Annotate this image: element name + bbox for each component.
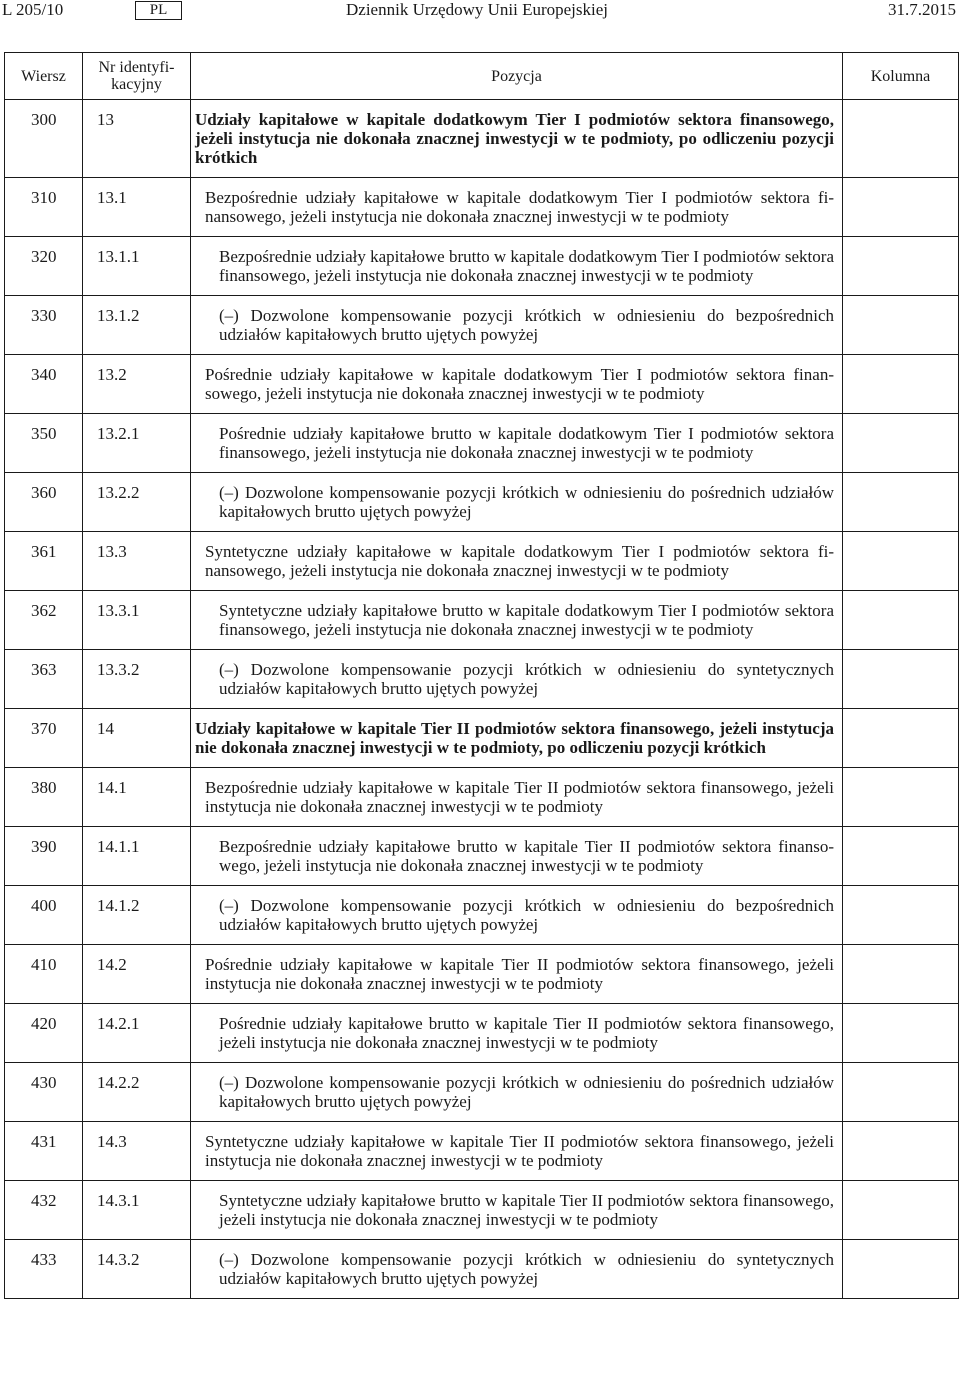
row-description-cell: Udziały kapitałowe w kapitale dodatkowym Tier I podmiotów sektora finansowego, jeżeli instytucja nie dokonała znacznej inwestycji w te podmioty, po odliczeniu pozycji krótkich [191,100,843,178]
row-id-cell: 13 [83,100,191,178]
row-kolumna-cell [843,1004,959,1063]
table-row [5,1004,959,1063]
table-row [5,1122,959,1181]
row-description-cell: (–) Dozwolone kompensowanie pozycji krótkich w odniesieniu do pośrednich udziałów kapitałowych brutto ujętych powyżej [191,1063,843,1122]
row-id-cell: 14.3.2 [83,1240,191,1299]
table-row [5,414,959,473]
row-kolumna-cell [843,1181,959,1240]
table-row [5,886,959,945]
row-id-cell: 13.2 [83,355,191,414]
row-id-cell: 13.2.2 [83,473,191,532]
row-description-cell: Bezpośrednie udziały kapitałowe brutto w kapitale dodatkowym Tier I podmiotów sektora finansowego, jeżeli instytucja nie dokonała znacznej inwestycji w te podmioty [191,237,843,296]
table-body [5,100,959,1299]
row-description-cell: Udziały kapitałowe w kapitale Tier II podmiotów sektora finansowego, jeżeli instytucja nie dokonała znacznej inwestycji w te podmioty, po odliczeniu pozycji krótkich [191,709,843,768]
row-kolumna-cell [843,100,959,178]
column-header-pozycja: Pozycja [191,53,843,100]
row-number-cell: 431 [5,1122,83,1181]
row-number-cell: 433 [5,1240,83,1299]
row-id-cell: 14.1.2 [83,886,191,945]
row-number-cell: 420 [5,1004,83,1063]
row-kolumna-cell [843,532,959,591]
row-id-cell: 13.3 [83,532,191,591]
row-id-cell: 14 [83,709,191,768]
row-id-cell: 13.3.2 [83,650,191,709]
row-kolumna-cell [843,1063,959,1122]
table-row [5,1063,959,1122]
row-kolumna-cell [843,650,959,709]
row-id-cell: 13.1.2 [83,296,191,355]
table-row [5,355,959,414]
row-number-cell: 360 [5,473,83,532]
column-header-nr-identyfikacyjny [83,53,191,100]
row-id-cell: 14.2 [83,945,191,1004]
table-row [5,237,959,296]
table-row [5,650,959,709]
row-number-cell: 320 [5,237,83,296]
table-row [5,709,959,768]
column-header-kolumna: Kolumna [843,53,959,100]
table-row [5,1240,959,1299]
row-description-cell: Pośrednie udziały kapitałowe brutto w kapitale Tier II podmiotów sektora finansowego, jeżeli instytucja nie dokonała znacznej inwestycji w te podmioty [191,1004,843,1063]
row-id-cell: 14.2.2 [83,1063,191,1122]
row-description-cell: (–) Dozwolone kompensowanie pozycji krótkich w odniesieniu do syntetycznych udziałów kapitałowych brutto ujętych powyżej [191,650,843,709]
row-kolumna-cell [843,296,959,355]
table-row [5,178,959,237]
row-description-cell: (–) Dozwolone kompensowanie pozycji krótkich w odniesieniu do syntetycznych udziałów kapitałowych brutto ujętych powyżej [191,1240,843,1299]
row-number-cell: 370 [5,709,83,768]
row-kolumna-cell [843,414,959,473]
row-kolumna-cell [843,709,959,768]
row-number-cell: 300 [5,100,83,178]
row-number-cell: 410 [5,945,83,1004]
row-id-cell: 13.3.1 [83,591,191,650]
table-row [5,532,959,591]
row-kolumna-cell [843,591,959,650]
table-row [5,100,959,178]
row-kolumna-cell [843,827,959,886]
row-description-cell: Pośrednie udziały kapitałowe brutto w kapitale dodatkowym Tier I podmiotów sektora finansowego, jeżeli instytucja nie dokonała znacznej inwestycji w te podmioty [191,414,843,473]
row-description-cell: Pośrednie udziały kapitałowe w kapitale Tier II podmiotów sektora finansowego, jeżeli instytucja nie dokonała znacznej inwestycji w te podmioty [191,945,843,1004]
row-number-cell: 310 [5,178,83,237]
row-kolumna-cell [843,945,959,1004]
reporting-table [4,52,959,1299]
row-description-cell: Pośrednie udziały kapitałowe w kapitale dodatkowym Tier I podmiotów sektora finansowego, jeżeli instytucja nie dokonała znacznej inwestycji w te podmioty [191,355,843,414]
row-number-cell: 380 [5,768,83,827]
table-header-row [5,53,959,100]
row-number-cell: 361 [5,532,83,591]
row-kolumna-cell [843,237,959,296]
table-row [5,1181,959,1240]
row-id-cell: 14.1.1 [83,827,191,886]
row-description-cell: Syntetyczne udziały kapitałowe w kapitale dodatkowym Tier I podmiotów sektora finansowego, jeżeli instytucja nie dokonała znacznej inwestycji w te podmioty [191,532,843,591]
row-description-cell: Bezpośrednie udziały kapitałowe w kapitale Tier II podmiotów sektora finansowego, jeżeli instytucja nie dokonała znacznej inwestycji w te podmioty [191,768,843,827]
row-description-cell: (–) Dozwolone kompensowanie pozycji krótkich w odniesieniu do pośrednich udziałów kapitałowych brutto ujętych powyżej [191,473,843,532]
row-number-cell: 400 [5,886,83,945]
row-id-cell: 14.2.1 [83,1004,191,1063]
row-number-cell: 363 [5,650,83,709]
row-description-cell: Syntetyczne udziały kapitałowe brutto w kapitale dodatkowym Tier I podmiotów sektora finansowego, jeżeli instytucja nie dokonała znacznej inwestycji w te podmioty [191,591,843,650]
column-header-nr-identyfikacyjny-label: Nr identyfi- kacyjny [98,59,175,93]
row-kolumna-cell [843,355,959,414]
row-description-cell: (–) Dozwolone kompensowanie pozycji krótkich w odniesieniu do bezpośrednich udziałów kapitałowych brutto ujętych powyżej [191,886,843,945]
page-header [0,0,960,20]
row-description-cell: Bezpośrednie udziały kapitałowe brutto w kapitale Tier II podmiotów sektora finansowego, jeżeli instytucja nie dokonała znacznej inwestycji w te podmioty [191,827,843,886]
row-description-cell: (–) Dozwolone kompensowanie pozycji krótkich w odniesieniu do bezpośrednich udziałów kapitałowych brutto ujętych powyżej [191,296,843,355]
row-kolumna-cell [843,473,959,532]
row-kolumna-cell [843,1122,959,1181]
row-number-cell: 432 [5,1181,83,1240]
table-row [5,945,959,1004]
table-row [5,827,959,886]
publication-date: 31.7.2015 [888,0,956,19]
row-description-cell: Syntetyczne udziały kapitałowe w kapitale Tier II podmiotów sektora finansowego, jeżeli instytucja nie dokonała znacznej inwestycji w te podmioty [191,1122,843,1181]
page-number: L 205/10 [2,0,64,19]
row-id-cell: 13.1.1 [83,237,191,296]
row-number-cell: 430 [5,1063,83,1122]
table-row [5,591,959,650]
table-row [5,473,959,532]
row-description-cell: Syntetyczne udziały kapitałowe brutto w kapitale Tier II podmiotów sektora finansowego, jeżeli instytucja nie dokonała znacznej inwestycji w te podmioty [191,1181,843,1240]
row-id-cell: 14.3 [83,1122,191,1181]
row-number-cell: 340 [5,355,83,414]
row-id-cell: 13.2.1 [83,414,191,473]
column-header-wiersz: Wiersz [5,53,83,100]
row-id-cell: 13.1 [83,178,191,237]
row-number-cell: 390 [5,827,83,886]
row-id-cell: 14.1 [83,768,191,827]
row-kolumna-cell [843,178,959,237]
table-row [5,296,959,355]
row-number-cell: 362 [5,591,83,650]
table-row [5,768,959,827]
row-number-cell: 330 [5,296,83,355]
journal-title: Dziennik Urzędowy Unii Europejskiej [346,0,609,19]
row-number-cell: 350 [5,414,83,473]
row-kolumna-cell [843,886,959,945]
row-id-cell: 14.3.1 [83,1181,191,1240]
language-badge: PL [135,1,182,20]
row-description-cell: Bezpośrednie udziały kapitałowe w kapitale dodatkowym Tier I podmiotów sektora finansowego, jeżeli instytucja nie dokonała znacznej inwestycji w te podmioty [191,178,843,237]
row-kolumna-cell [843,768,959,827]
row-kolumna-cell [843,1240,959,1299]
